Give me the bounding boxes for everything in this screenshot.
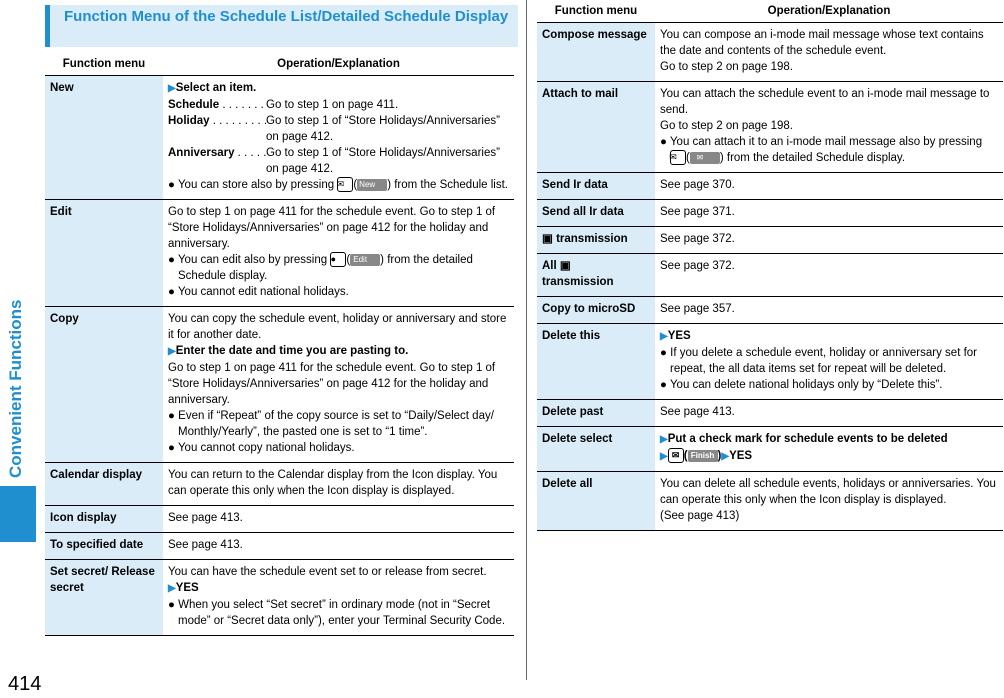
step-text: Put a check mark for schedule events to be deleted (667, 433, 948, 445)
table-row (537, 200, 1003, 227)
note-text: Even if “Repeat” of the copy source is set to “Daily/Select day/ Monthly/Yearly”, the pasted one is set to “1 time”. (178, 410, 494, 438)
explanation-delete-all (655, 472, 1003, 531)
menu-delete-this: Delete this (537, 324, 655, 400)
step-arrow-icon: ▶ (168, 583, 176, 594)
ic-card-icon: ▣ (559, 260, 571, 272)
explanation-delete-select: ▶Put a check mark for schedule events to be deleted ▶ ✉ ( Finish )▶YES (655, 427, 1003, 472)
note-text: You can attach it to an i-mode mail message also by pressing (669, 136, 983, 148)
note-text: You cannot copy national holidays. (177, 442, 355, 454)
left-function-table (45, 53, 514, 636)
explanation-text: You can have the schedule event set to or release from secret. (168, 566, 487, 578)
soft-key-new: New (357, 179, 387, 191)
menu-delete-past: Delete past (537, 400, 655, 427)
note-text: You can edit also by pressing (177, 254, 328, 266)
col-header-menu: Function menu (45, 53, 163, 76)
page-number: 414 (8, 673, 42, 695)
option-value: Go to step 1 of “Store Holidays/Anniversaries” on page 412. (266, 115, 500, 143)
table-header (537, 0, 1003, 23)
option-value: Go to step 1 of “Store Holidays/Anniversaries” on page 412. (266, 147, 500, 175)
table-row (45, 533, 514, 560)
explanation-text: You can compose an i-mode mail message whose text contains the date and contents of the schedule event. (660, 29, 984, 57)
menu-send-all-ir-data: Send all Ir data (537, 200, 655, 227)
table-row (537, 23, 1003, 82)
explanation-delete-this: ▶YES ● If you delete a schedule event, holiday or anniversary set for repeat, the all data items set for repeat will be deleted. ● You can delete national holidays only by “Delete this”. (655, 324, 1003, 400)
side-tab-accent (0, 486, 36, 542)
center-key-icon: ● (330, 252, 346, 267)
explanation-set-secret: You can have the schedule event set to or release from secret. ▶YES ● When you select “Set secret” in ordinary mode (not in “Secret mode” or “Secret data only”), enter your Terminal Security Code. (163, 560, 514, 636)
explanation-text: (See page 413) (660, 510, 740, 522)
note-text: If you delete a schedule event, holiday or anniversary set for repeat, the all data items set for repeat will be deleted. (670, 347, 978, 375)
envelope-icon: ✉ (690, 152, 720, 164)
step-text: YES (729, 450, 753, 462)
table-row (45, 76, 514, 200)
table-row (537, 324, 1003, 400)
menu-set-secret: Set secret/ Release secret (45, 560, 163, 636)
explanation-calendar: You can return to the Calendar display from the Icon display. You can operate this only when the Icon display is displayed. (163, 463, 514, 506)
menu-delete-select: Delete select (537, 427, 655, 472)
section-title-text: Function Menu of the Schedule List/Detailed Schedule Display (64, 8, 509, 25)
soft-key-finish: Finish (688, 450, 718, 462)
menu-send-ir-data: Send Ir data (537, 173, 655, 200)
mail-key-icon: ✉ (670, 150, 686, 165)
table-row (45, 560, 514, 636)
soft-key-edit: Edit (350, 254, 380, 266)
step-text: Enter the date and time you are pasting to. (175, 345, 409, 357)
menu-attach-to-mail: Attach to mail (537, 82, 655, 173)
explanation-copy: You can copy the schedule event, holiday or anniversary and store it for another date. ▶Enter the date and time you are pasting to. Go to step 1 on page 411 for the schedule event. Go to step 1 of “Store Holidays/Anniversaries” on page 412 for the holiday and anniversary. ● Even if “Repeat” of the copy source is set to “Daily/Select day/ Monthly/Yearly”, the pasted one is set to “1 time”. ● You cannot copy national holidays. (163, 307, 514, 463)
option-label: Holiday (168, 115, 210, 127)
step-arrow-icon: ▶ (721, 451, 730, 462)
option-label: Anniversary (168, 147, 235, 159)
explanation-text: Go to step 2 on page 198. (660, 120, 793, 132)
col-header-explanation: Operation/Explanation (655, 0, 1003, 23)
table-row (537, 472, 1003, 531)
menu-edit: Edit (45, 200, 163, 307)
menu-copy-to-microsd: Copy to microSD (537, 297, 655, 324)
step-arrow-icon: ▶ (168, 346, 176, 357)
option-value: Go to step 1 on page 411. (266, 99, 399, 111)
explanation-text: You can attach the schedule event to an i-mode mail message to send. (660, 88, 990, 116)
note-text: You can store also by pressing (177, 179, 335, 191)
explanation-text: Go to step 1 on page 411 for the schedule event. Go to step 1 of “Store Holidays/Anniversaries” on page 412 for the holiday and anniversary. (168, 362, 496, 406)
explanation-attach: You can attach the schedule event to an i-mode mail message to send. Go to step 2 on page 198. ● You can attach it to an i-mode mail message also by pressing ✉ ( ✉ ) from the detailed Schedule display. (655, 82, 1003, 173)
menu-label: All (542, 260, 557, 272)
col-header-menu: Function menu (537, 0, 655, 23)
step-arrow-icon: ▶ (660, 331, 668, 342)
explanation-send-ir: See page 370. (655, 173, 1003, 200)
col-header-explanation: Operation/Explanation (163, 53, 514, 76)
table-row (537, 254, 1003, 297)
table-row (45, 506, 514, 533)
step-text: YES (667, 330, 691, 342)
note-text: You can delete national holidays only by “Delete this”. (669, 379, 943, 391)
menu-label: transmission (556, 233, 628, 245)
right-function-table (537, 0, 1003, 531)
step-text: Select an item. (175, 82, 257, 94)
note-text: from the detailed Schedule display. (178, 254, 473, 282)
explanation-compose (655, 23, 1003, 82)
note-text: from the detailed Schedule display. (726, 152, 906, 164)
explanation-send-all-ir: See page 371. (655, 200, 1003, 227)
menu-compose-message: Compose message (537, 23, 655, 82)
table-row (45, 307, 514, 463)
option-label: Schedule (168, 99, 220, 111)
menu-specified-date: To specified date (45, 533, 163, 560)
mail-key-icon: ✉ (668, 448, 684, 463)
section-title (45, 5, 518, 47)
menu-delete-all: Delete all (537, 472, 655, 531)
table-row (537, 227, 1003, 254)
step-arrow-icon: ▶ (660, 434, 668, 445)
explanation-text: Go to step 1 on page 411 for the schedule event. Go to step 1 of “Store Holidays/Anniversaries” on page 412 for the holiday and anniversary. (168, 206, 496, 250)
step-text: YES (175, 582, 199, 594)
mail-key-icon: ✉ (337, 177, 353, 192)
ic-card-icon: ▣ (542, 233, 553, 245)
explanation-all-ic-transmission: See page 372. (655, 254, 1003, 297)
explanation-text: You can copy the schedule event, holiday or anniversary and store it for another date. (168, 313, 507, 341)
menu-all-ic-transmission (537, 254, 655, 297)
note-text: You cannot edit national holidays. (177, 286, 349, 298)
explanation-text: Go to step 2 on page 198. (660, 61, 793, 73)
menu-calendar-display: Calendar display (45, 463, 163, 506)
table-row (537, 173, 1003, 200)
explanation-delete-past: See page 413. (655, 400, 1003, 427)
menu-ic-transmission (537, 227, 655, 254)
step-arrow-icon: ▶ (168, 83, 176, 94)
menu-new: New (45, 76, 163, 200)
note-text: from the Schedule list. (394, 179, 508, 191)
side-label: Convenient Functions (6, 299, 25, 478)
menu-copy: Copy (45, 307, 163, 463)
step-arrow-icon: ▶ (660, 451, 668, 462)
table-row (537, 82, 1003, 173)
table-row (537, 297, 1003, 324)
explanation-icon-display: See page 413. (163, 506, 514, 533)
explanation-text: You can delete all schedule events, holidays or anniversaries. You can operate this only when the Icon display is displayed. (660, 478, 996, 506)
column-divider (526, 0, 527, 680)
explanation-specified-date: See page 413. (163, 533, 514, 560)
menu-label: transmission (542, 276, 614, 288)
explanation-ic-transmission: See page 372. (655, 227, 1003, 254)
explanation-new: ▶Select an item. Schedule . . . . . . . Go to step 1 on page 411. Holiday . . . . . . . . . Go to step 1 of “Store Holidays/Anniversaries” on page 412. Anniversary . . . . . Go to step 1 of “Store Holidays/Anniversaries” on page 412. ● You can store also by pressing ✉ ( New ) from the Schedule list. (163, 76, 514, 200)
explanation-edit: Go to step 1 on page 411 for the schedule event. Go to step 1 of “Store Holidays/Anniversaries” on page 412 for the holiday and anniversary. ● You can edit also by pressing ● ( Edit ) from the detailed Schedule display. ● You cannot edit national holidays. (163, 200, 514, 307)
table-row (45, 463, 514, 506)
menu-icon-display: Icon display (45, 506, 163, 533)
table-row (537, 400, 1003, 427)
table-header (45, 53, 514, 76)
table-row (537, 427, 1003, 472)
table-row (45, 200, 514, 307)
explanation-copy-microsd: See page 357. (655, 297, 1003, 324)
note-text: When you select “Set secret” in ordinary mode (not in “Secret mode” or “Secret data only”), enter your Terminal Security Code. (178, 599, 506, 627)
